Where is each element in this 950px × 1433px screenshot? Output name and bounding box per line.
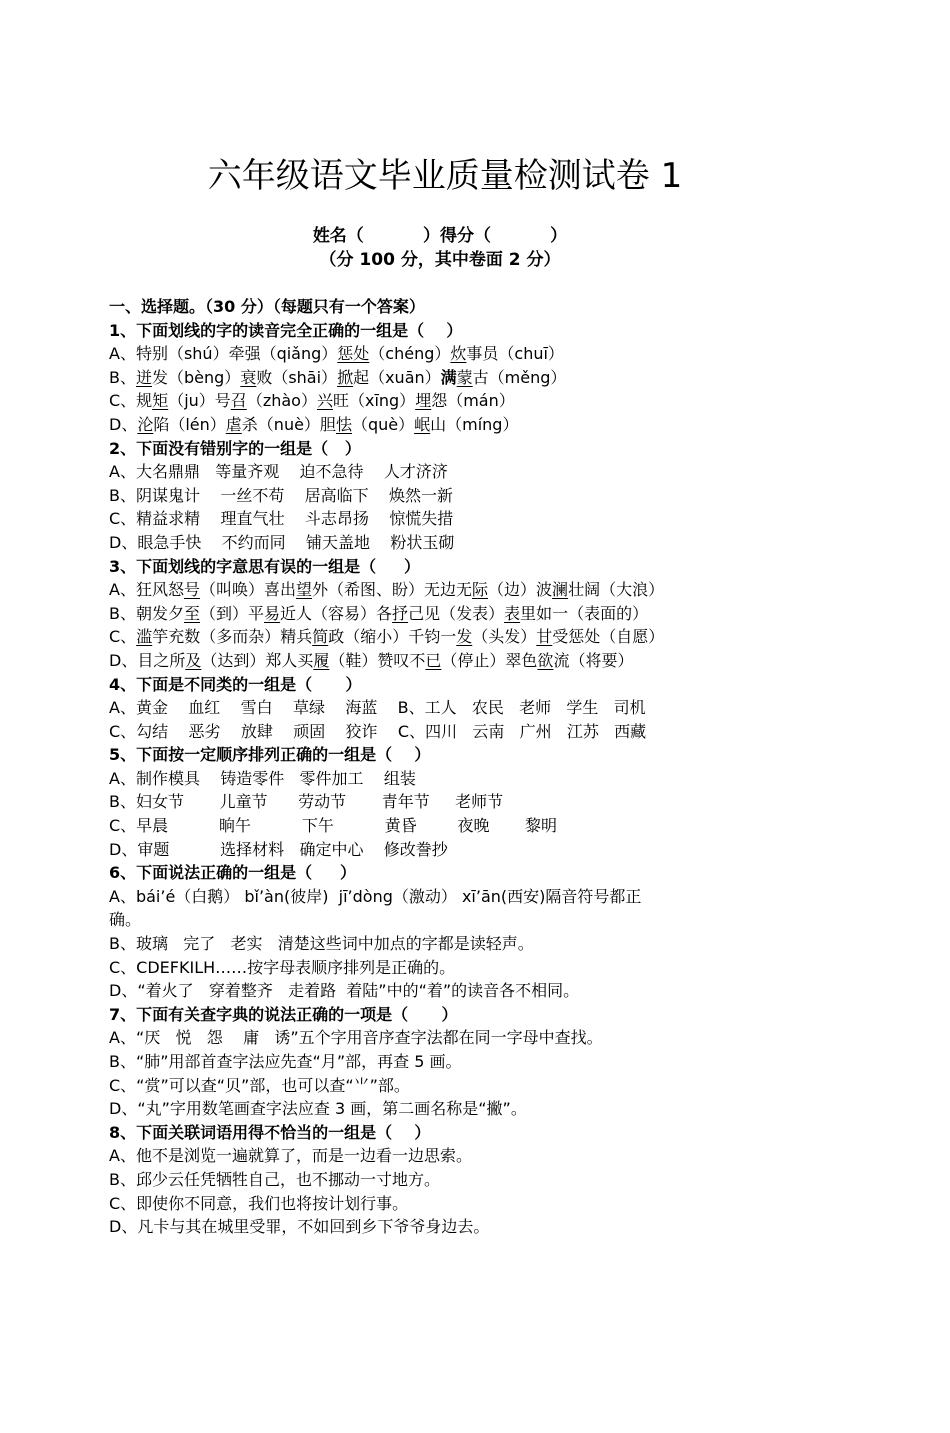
- question-5-option-a: A、制作模具 铸造零件 零件加工 组装: [109, 768, 416, 788]
- question-3-option-b: B、朝发夕至（到）平易近人（容易）各抒己见（发表）表里如一（表面的）: [109, 603, 649, 623]
- question-6-option-a: A、bái’é（白鹅） bǐ’àn(彼岸) jī’dòng（激动） xī’ān(西安)隔音符号都正: [109, 886, 642, 906]
- question-8-stem: 8、下面关联词语用得不恰当的一组是（ ）: [109, 1122, 431, 1142]
- question-6-option-a-cont: 确。: [109, 910, 142, 930]
- question-2-option-a: A、大名鼎鼎 等量齐观 迫不急待 人才济济: [109, 462, 448, 482]
- question-7-option-b: B、“肺”用部首查字法应先查“月”部，再查 5 画。: [109, 1052, 462, 1071]
- question-6-option-d: D、“着火了 穿着整齐 走着路 着陆”中的“着”的读音各不相同。: [109, 981, 580, 1001]
- question-5-option-c: C、早晨 晌午 下午 黄昏 夜晚 黎明: [109, 816, 558, 836]
- question-7-option-d: D、“丸”字用数笔画查字法应查 3 画，第二画名称是“撇”。: [109, 1099, 527, 1119]
- question-4-line-2: C、勾结 恶劣 放肆 顽固 狡诈 C、四川 云南 广州 江苏 西藏: [109, 721, 647, 741]
- question-6-option-c: C、CDEFKILH……按字母表顺序排列是正确的。: [109, 957, 456, 977]
- exam-content: [109, 295, 809, 1239]
- question-2-option-d: D、眼急手快 不约而同 铺天盖地 粉状玉砌: [109, 532, 455, 552]
- question-8-option-a: A、他不是浏览一遍就算了，而是一边看一边思索。: [109, 1146, 472, 1166]
- question-8-option-b: B、邱少云任凭牺牲自己，也不挪动一寸地方。: [109, 1169, 440, 1189]
- question-7-option-c: C、“赏”可以查“贝”部，也可以查“⺌”部。: [109, 1075, 410, 1095]
- section-heading: 一、选择题。（30 分）（每题只有一个答案）: [109, 297, 425, 316]
- question-6-stem: 6、下面说法正确的一组是（ ）: [109, 863, 356, 883]
- question-7-stem: 7、下面有关查字典的说法正确的一项是（ ）: [109, 1004, 458, 1024]
- question-3-stem: 3、下面划线的字意思有误的一组是（ ）: [109, 556, 420, 576]
- question-3-option-d: D、目之所及（达到）郑人买履（鞋）赞叹不已（停止）翠色欲流（将要）: [109, 650, 634, 670]
- question-1-stem: 1、下面划线的字的读音完全正确的一组是（ ）: [109, 320, 463, 340]
- question-6-option-b: B、玻璃 完了 老实 清楚这些词中加点的字都是读轻声。: [109, 934, 534, 954]
- question-5-option-d: D、审题 选择材料 确定中心 修改誊抄: [109, 839, 448, 859]
- question-1-option-a: A、特别（shú）牵强（qiǎng）惩处（chéng）炊事员（chuī）: [109, 344, 564, 364]
- question-2-option-b: B、阴谋鬼计 一丝不苟 居高临下 焕然一新: [109, 485, 454, 505]
- question-2-stem: 2、下面没有错别字的一组是（ ）: [109, 438, 361, 458]
- score-note: （分 100 分，其中卷面 2 分）: [319, 250, 561, 270]
- question-1-option-b: B、迸发（bèng）衰败（shāi）掀起（xuān）满蒙古（měng）: [109, 367, 567, 387]
- question-7-option-a: A、“厌 悦 怨 庸 诱”五个字用音序查字法都在同一字母中查找。: [109, 1028, 603, 1048]
- question-8-option-d: D、凡卡与其在城里受罪，不如回到乡下爷爷身边去。: [109, 1217, 490, 1237]
- question-5-option-b: B、妇女节 儿童节 劳动节 青年节 老师节: [109, 792, 504, 812]
- question-3-option-a: A、狂风怒号（叫唤）喜出望外（希图、盼）无边无际（边）波澜壮阔（大浪）: [109, 580, 665, 600]
- question-3-option-c: C、滥竽充数（多而杂）精兵简政（缩小）千钧一发（头发）甘受惩处（自愿）: [109, 627, 665, 647]
- question-4-line-1: A、黄金 血红 雪白 草绿 海蓝 B、工人 农民 老师 学生 司机: [109, 698, 646, 718]
- question-1-option-d: D、沦陷（lén）虐杀（nuè）胆怯（què）岷山（míng）: [109, 414, 519, 434]
- question-1-option-c: C、规矩（ju）号召（zhào）兴旺（xīng）埋怨（mán）: [109, 391, 515, 411]
- question-8-option-c: C、即使你不同意，我们也将按计划行事。: [109, 1193, 409, 1213]
- name-score-line: 姓名（ ）得分（ ）: [312, 226, 568, 246]
- question-4-stem: 4、下面是不同类的一组是（ ）: [109, 674, 362, 694]
- question-5-stem: 5、下面按一定顺序排列正确的一组是（ ）: [109, 745, 431, 765]
- page-title: 六年级语文毕业质量检测试卷 1: [207, 156, 683, 196]
- question-2-option-c: C、精益求精 理直气壮 斗志昂扬 惊慌失措: [109, 509, 454, 529]
